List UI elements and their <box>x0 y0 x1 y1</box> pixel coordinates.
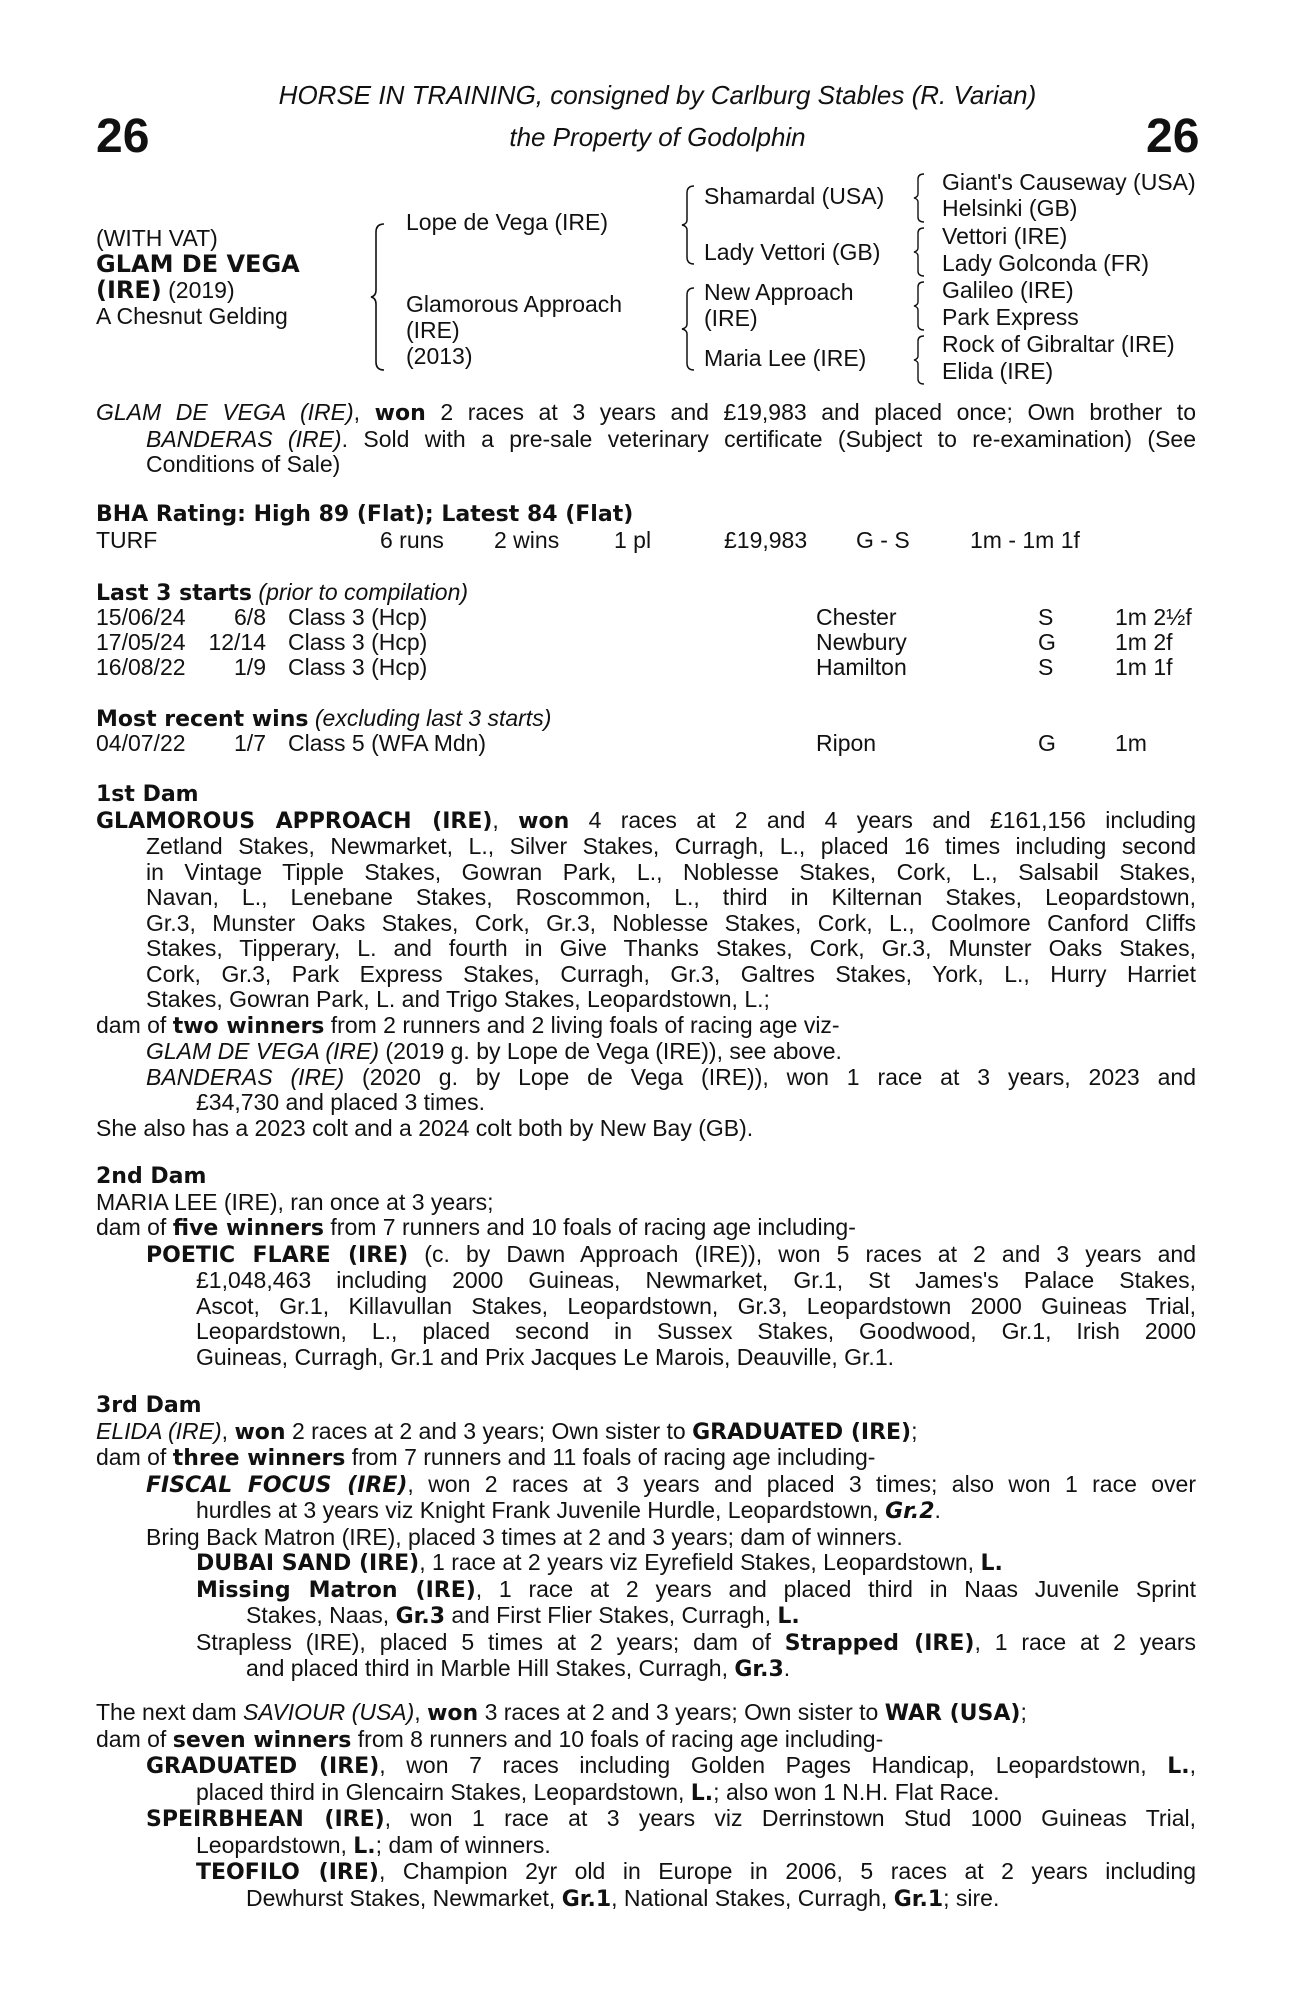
race-course: Chester <box>816 604 897 630</box>
race-class: Class 3 (Hcp) <box>288 604 428 630</box>
next-dam-section: The next dam SAVIOUR (USA), won 3 races at 2 and 3 years; Own sister to WAR (USA); dam of seven winners from 8 runners and 10 foals of racing age including- GRADUATED (IRE), won 7 races including Golden Pages Handicap, Leopardstown, L., placed third in Glencairn Stakes, Leopardstown, L.; also won 1 N.H. Flat Race. SPEIRBHEAN (IRE), won 1 race at 3 years viz Derrinstown Stud 1000 Guineas Trial, Leopardstown, L.; dam of winners. TEOFILO (IRE), Champion 2yr old in Europe in 2006, 5 races at 2 years including Dewhurst Stakes, Newmarket, Gr.1, National Stakes, Curragh, Gr.1; sire. <box>96 1699 1196 1912</box>
race-date: 17/05/24 <box>96 629 186 655</box>
lot-number-left: 26 <box>96 110 150 163</box>
third-dam-section: 3rd Dam ELIDA (IRE), won 2 races at 2 and 3 years; Own sister to GRADUATED (IRE); dam of three winners from 7 runners and 11 foals of racing age including- FISCAL FOCUS (IRE), won 2 races at 3 years and placed 3 times; also won 1 race over hurdles at 3 years viz Knight Frank Juvenile Hurdle, Leopardstown, Gr.2. Bring Back Matron (IRE), placed 3 times at 2 and 3 years; dam of winners. DUBAI SAND (IRE), 1 race at 2 years viz Eyrefield Stakes, Leopardstown, L. Missing Matron (IRE), 1 race at 2 years and placed third in Naas Juvenile Sprint Stakes, Naas, Gr.3 and First Flier Stakes, Curragh, L. Strapless (IRE), placed 5 times at 2 years; dam of Strapped (IRE), 1 race at 2 years and placed third in Marble Hill Stakes, Curragh, Gr.3. <box>96 1393 1196 1682</box>
race-distance: 1m <box>1115 730 1147 756</box>
recent-wins-heading: Most recent wins (excluding last 3 starts) <box>96 705 552 732</box>
race-class: Class 3 (Hcp) <box>288 654 428 680</box>
section-title: 3rd Dam <box>96 1393 202 1418</box>
pedigree-bracket-dam <box>680 286 700 372</box>
section-title: 1st Dam <box>96 782 199 807</box>
race-position: 1/9 <box>234 654 266 680</box>
lot-number-right: 26 <box>1146 110 1200 163</box>
pedigree-bracket-sire <box>680 184 700 266</box>
intro-paragraph: GLAM DE VEGA (IRE), won 2 races at 3 years and £19,983 and placed once; Own brother to BANDERAS (IRE). Sold with a pre-sale veterinary certificate (Subject to re-examination) (See Conditions of Sale) <box>96 399 1196 477</box>
race-distance: 1m 2f <box>1115 629 1173 655</box>
race-going: G <box>1038 629 1056 655</box>
rating-wins: 2 wins <box>494 527 560 553</box>
race-going: S <box>1038 604 1054 630</box>
sire-dam: Lady Vettori (GB) <box>704 239 881 265</box>
horse-name-line2: (IRE) (2019) <box>96 276 235 304</box>
race-date: 04/07/22 <box>96 730 186 756</box>
rating-distance: 1m - 1m 1f <box>970 527 1080 553</box>
dam-line1: Glamorous Approach <box>406 291 623 317</box>
race-position: 1/7 <box>234 730 266 756</box>
race-distance: 1m 1f <box>1115 654 1173 680</box>
pedigree-bracket-ggp4 <box>912 334 928 386</box>
sire: Lope de Vega (IRE) <box>406 209 609 235</box>
rating-runs: 6 runs <box>380 527 444 553</box>
pedigree-bracket-main <box>370 222 390 372</box>
last3-heading: Last 3 starts (prior to compilation) <box>96 579 469 606</box>
vat-note: (WITH VAT) <box>96 225 218 251</box>
race-position: 12/14 <box>208 629 266 655</box>
pedigree-bracket-ggp3 <box>912 280 928 332</box>
property-line: the Property of Godolphin <box>509 122 806 152</box>
ggp-3: Vettori (IRE) <box>942 223 1068 249</box>
sire-sire: Shamardal (USA) <box>704 183 885 209</box>
rating-earnings: £19,983 <box>724 527 808 553</box>
rating-placed: 1 pl <box>614 527 652 553</box>
race-course: Hamilton <box>816 654 907 680</box>
horse-name: GLAM DE VEGA <box>96 250 300 278</box>
dam-sire-line2: (IRE) <box>704 305 758 331</box>
race-class: Class 5 (WFA Mdn) <box>288 730 487 756</box>
race-date: 16/08/22 <box>96 654 186 680</box>
race-distance: 1m 2½f <box>1115 604 1192 630</box>
rating-going: G - S <box>856 527 910 553</box>
ggp-6: Park Express <box>942 304 1079 330</box>
dam-sire-line1: New Approach <box>704 279 854 305</box>
horse-description: A Chesnut Gelding <box>96 303 288 329</box>
ggp-7: Rock of Gibraltar (IRE) <box>942 331 1175 357</box>
ggp-4: Lady Golconda (FR) <box>942 250 1150 276</box>
dam-dam: Maria Lee (IRE) <box>704 345 867 371</box>
second-dam-section: 2nd Dam MARIA LEE (IRE), ran once at 3 years; dam of five winners from 7 runners and 10 foals of racing age including- POETIC FLARE (IRE) (c. by Dawn Approach (IRE)), won 5 races at 2 and 3 years and £1,048,463 including 2000 Guineas, Newmarket, Gr.1, St James's Palace Stakes, Ascot, Gr.1, Killavullan Stakes, Leopardstown, Gr.3, Leopardstown 2000 Guineas Trial, Leopardstown, L., placed second in Sussex Stakes, Goodwood, Gr.1, Irish 2000 Guineas, Curragh, Gr.1 and Prix Jacques Le Marois, Deauville, Gr.1. <box>96 1164 1196 1370</box>
consignor-line: HORSE IN TRAINING, consigned by Carlburg Stables (R. Varian) <box>278 80 1037 110</box>
section-title: 2nd Dam <box>96 1164 207 1189</box>
race-date: 15/06/24 <box>96 604 186 630</box>
pedigree-bracket-ggp2 <box>912 226 928 278</box>
pedigree-bracket-ggp1 <box>912 172 928 224</box>
race-class: Class 3 (Hcp) <box>288 629 428 655</box>
race-going: G <box>1038 730 1056 756</box>
rating-surface: TURF <box>96 527 158 553</box>
ggp-5: Galileo (IRE) <box>942 277 1074 303</box>
race-going: S <box>1038 654 1054 680</box>
dam-line3: (2013) <box>406 343 473 369</box>
dam-line2: (IRE) <box>406 317 460 343</box>
first-dam-section: 1st Dam GLAMOROUS APPROACH (IRE), won 4 races at 2 and 4 years and £161,156 including Zetland Stakes, Newmarket, L., Silver Stakes, Curragh, L., placed 16 times including second in Vintage Tipple Stakes, Gowran Park, L., Noblesse Stakes, Cork, L., Salsabil Stakes, Navan, L., Lenebane Stakes, Roscommon, L., third in Kilternan Stakes, Leopardstown, Gr.3, Munster Oaks Stakes, Cork, Gr.3, Noblesse Stakes, Cork, L., Coolmore Canford Cliffs Stakes, Tipperary, L. and fourth in Give Thanks Stakes, Cork, Gr.3, Munster Oaks Stakes, Cork, Gr.3, Park Express Stakes, Curragh, Gr.3, Galtres Stakes, York, L., Hurry Harriet Stakes, Gowran Park, L. and Trigo Stakes, Leopardstown, L.; dam of two winners from 2 runners and 2 living foals of racing age viz- GLAM DE VEGA (IRE) (2019 g. by Lope de Vega (IRE)), see above. BANDERAS (IRE) (2020 g. by Lope de Vega (IRE)), won 1 race at 3 years, 2023 and £34,730 and placed 3 times. She also has a 2023 colt and a 2024 colt both by New Bay (GB). <box>96 782 1196 1141</box>
bha-rating: BHA Rating: High 89 (Flat); Latest 84 (Flat) <box>96 502 634 527</box>
race-course: Ripon <box>816 730 877 756</box>
race-position: 6/8 <box>234 604 266 630</box>
race-course: Newbury <box>816 629 907 655</box>
ggp-8: Elida (IRE) <box>942 358 1054 384</box>
ggp-1: Giant's Causeway (USA) <box>942 169 1196 195</box>
ggp-2: Helsinki (GB) <box>942 195 1078 221</box>
